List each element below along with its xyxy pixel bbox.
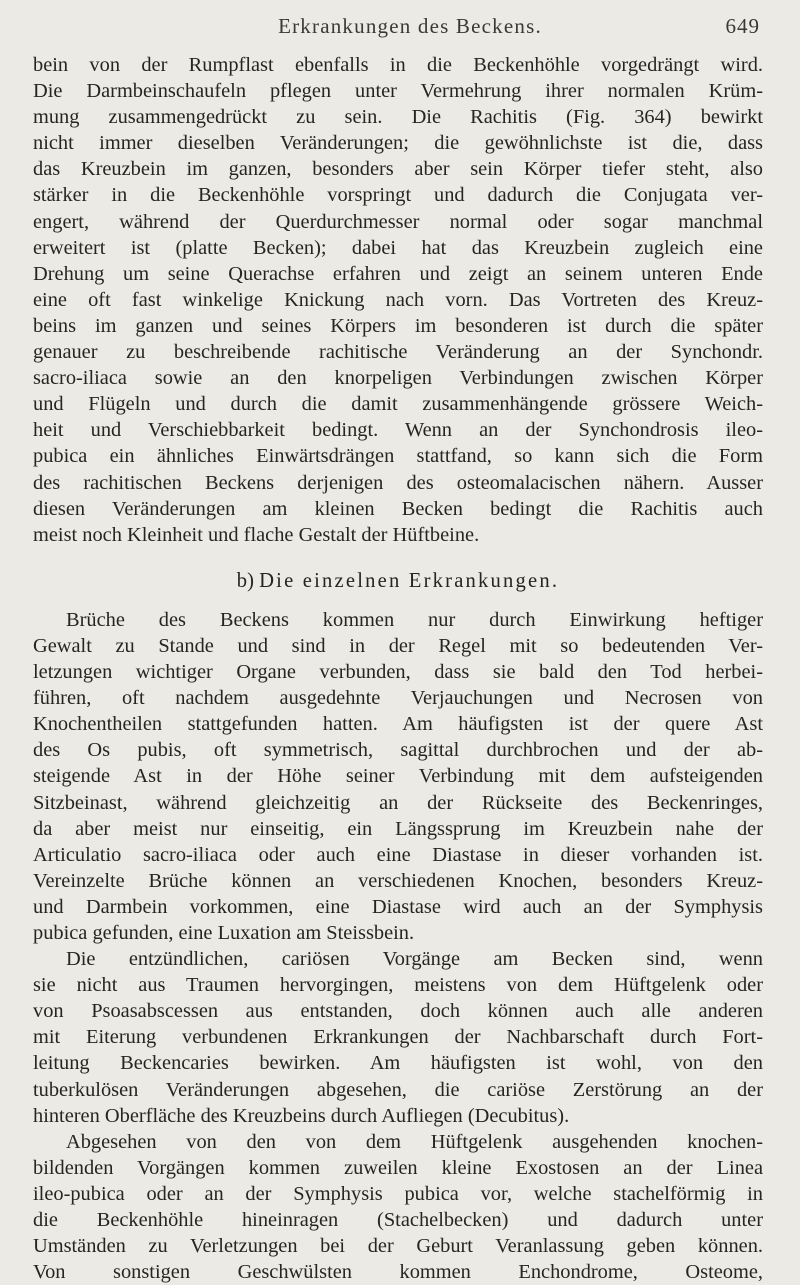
text-line: das Kreuzbein im ganzen, besonders aber sein Körper tiefer steht, also	[33, 158, 763, 181]
text-line: Brüche des Beckens kommen nur durch Einwirkung heftiger	[66, 608, 763, 631]
text-line: nicht immer dieselben Veränderungen; die gewöhnlichste ist die, dass	[33, 132, 763, 155]
paragraph-fractures	[33, 607, 763, 946]
text-line: beins im ganzen und seines Körpers im besonderen ist durch die später	[33, 314, 763, 337]
paragraph-rachitis-continued	[33, 52, 763, 548]
text-line: und Darmbein vorkommen, eine Diastase wird auch an der Symphysis	[33, 895, 763, 918]
paragraph-exostoses	[33, 1129, 763, 1285]
text-line: von Psoasabscessen aus entstanden, doch können auch alle anderen	[33, 1000, 763, 1023]
text-line: Articulatio sacro-iliaca oder auch eine Diastase in dieser vorhanden ist.	[33, 843, 763, 866]
text-line: ileo-pubica oder an der Symphysis pubica vor, welche stachelförmig in	[33, 1182, 763, 1205]
running-header	[60, 14, 760, 42]
text-line: Abgesehen von den von dem Hüftgelenk ausgehenden knochen-	[66, 1130, 763, 1153]
text-line: bildenden Vorgängen kommen zuweilen kleine Exostosen an der Linea	[33, 1156, 763, 1179]
text-line: führen, oft nachdem ausgedehnte Verjauchungen und Necrosen von	[33, 687, 763, 710]
page-number: 649	[725, 14, 760, 38]
text-line: Drehung um seine Querachse erfahren und zeigt an seinem unteren Ende	[33, 262, 763, 285]
text-line: eine oft fast winkelige Knickung nach vorn. Das Vortreten des Kreuz-	[33, 288, 763, 311]
text-line: hinteren Oberfläche des Kreuzbeins durch Aufliegen (Decubitus).	[33, 1104, 570, 1127]
text-line: leitung Beckencaries bewirken. Am häufigsten ist wohl, von den	[33, 1052, 763, 1075]
text-line: Sitzbeinast, während gleichzeitig an der Rückseite des Beckenringes,	[33, 791, 763, 814]
text-line: tuberkulösen Veränderungen abgesehen, die cariöse Zerstörung an der	[33, 1078, 763, 1101]
text-line: pubica ein ähnliches Einwärtsdrängen stattfand, so kann sich die Form	[33, 445, 763, 468]
text-line: sie nicht aus Traumen hervorgingen, meistens von dem Hüftgelenk oder	[33, 974, 763, 997]
text-line: meist noch Kleinheit und flache Gestalt der Hüftbeine.	[33, 523, 480, 546]
text-line: Gewalt zu Stande und sind in der Regel mit so bedeutenden Ver-	[33, 634, 763, 657]
text-line: genauer zu beschreibende rachitische Veränderung an der Synchondr.	[33, 341, 763, 364]
text-line: Von sonstigen Geschwülsten kommen Enchondrome, Osteome,	[33, 1261, 763, 1284]
text-line: heit und Verschiebbarkeit bedingt. Wenn an der Synchondrosis ileo-	[33, 419, 763, 442]
running-title: Erkrankungen des Beckens.	[278, 14, 542, 38]
text-line: sacro-iliaca sowie an den knorpeligen Verbindungen zwischen Körper	[33, 367, 763, 390]
text-line: mung zusammengedrückt zu sein. Die Rachitis (Fig. 364) bewirkt	[33, 106, 763, 129]
text-line: da aber meist nur einseitig, ein Längssprung im Kreuzbein nahe der	[33, 817, 763, 840]
text-line: die Beckenhöhle hineinragen (Stachelbecken) und dadurch unter	[33, 1209, 763, 1232]
text-line: Die Darmbeinschaufeln pflegen unter Vermehrung ihrer normalen Krüm-	[33, 80, 763, 103]
text-line: steigende Ast in der Höhe seiner Verbindung mit dem aufsteigenden	[33, 765, 763, 788]
text-line: stärker in die Beckenhöhle vorspringt und dadurch die Conjugata ver-	[33, 184, 763, 207]
text-line: und Flügeln und durch die damit zusammenhängende grössere Weich-	[33, 393, 763, 416]
text-line: Knochentheilen stattgefunden hatten. Am häufigsten ist der quere Ast	[33, 713, 763, 736]
text-line: erweitert ist (platte Becken); dabei hat das Kreuzbein zugleich eine	[33, 236, 763, 259]
text-line: mit Eiterung verbundenen Erkrankungen der Nachbarschaft durch Fort-	[33, 1026, 763, 1049]
text-line: Umständen zu Verletzungen bei der Geburt Veranlassung geben können.	[33, 1235, 763, 1258]
text-line: des Os pubis, oft symmetrisch, sagittal durchbrochen und der ab-	[33, 739, 763, 762]
paragraph-inflammation	[33, 946, 763, 1129]
page-body	[33, 52, 763, 1285]
text-line: diesen Veränderungen am kleinen Becken bedingt die Rachitis auch	[33, 497, 763, 520]
text-line: letzungen wichtiger Organe verbunden, dass sie bald den Tod herbei-	[33, 661, 763, 684]
section-heading-prefix: b)	[236, 569, 254, 592]
section-heading	[33, 568, 763, 594]
text-line: Die entzündlichen, cariösen Vorgänge am Becken sind, wenn	[66, 948, 763, 971]
text-line: engert, während der Querdurchmesser normal oder sogar manchmal	[33, 210, 763, 233]
text-line: Vereinzelte Brüche können an verschiedenen Knochen, besonders Kreuz-	[33, 869, 763, 892]
text-line: pubica gefunden, eine Luxation am Steissbein.	[33, 922, 415, 944]
text-line: bein von der Rumpflast ebenfalls in die Beckenhöhle vorgedrängt wird.	[33, 54, 763, 76]
text-line: des rachitischen Beckens derjenigen des osteomalacischen nähern. Ausser	[33, 471, 763, 494]
section-heading-text: Die einzelnen Erkrankungen.	[259, 569, 560, 592]
